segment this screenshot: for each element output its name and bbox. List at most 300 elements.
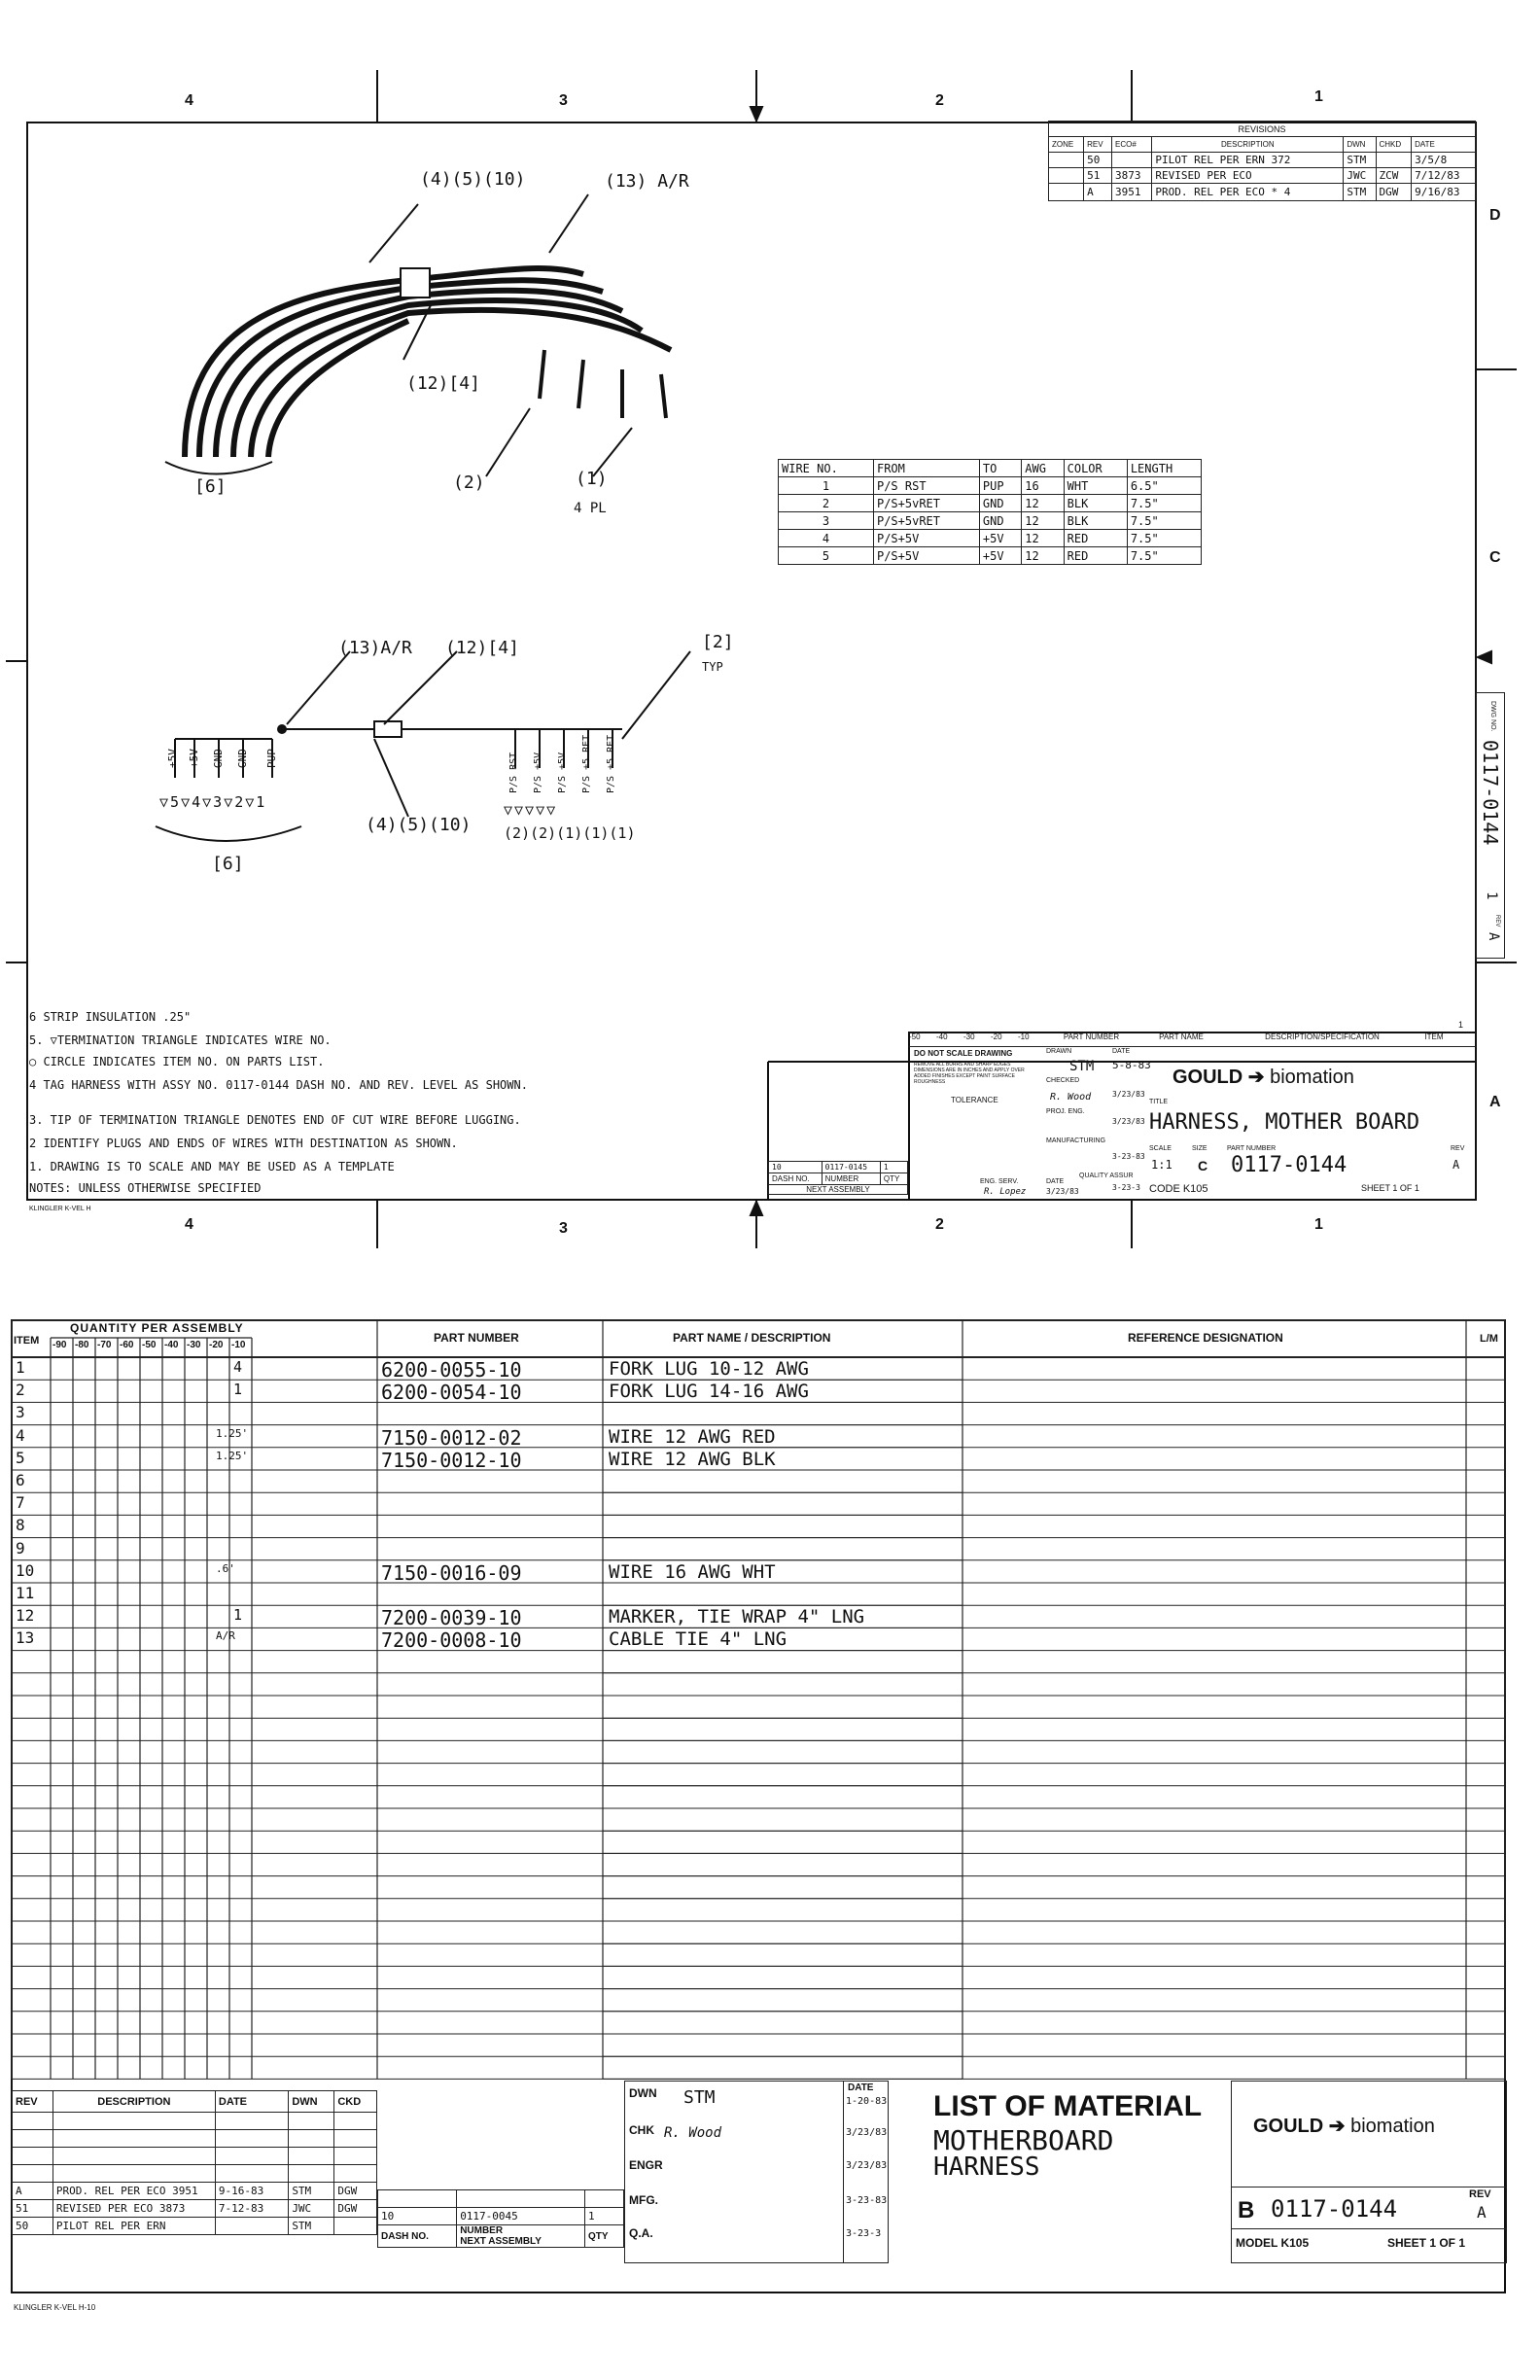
- rev-cell: STM: [1344, 153, 1376, 168]
- callout-1: (1): [576, 469, 608, 489]
- lom-dash-cell: 10: [378, 2208, 457, 2225]
- sig-engr-label: ENGR: [629, 2158, 663, 2172]
- callout-13: (13) A/R: [605, 171, 689, 192]
- tb-eng: R. Lopez: [984, 1187, 1027, 1197]
- name-header: PART NAME / DESCRIPTION: [673, 1331, 831, 1345]
- lom-rev-cell: 50: [13, 2218, 53, 2235]
- tb-proj-date: 3/23/83: [1112, 1117, 1145, 1126]
- wire-cell: 7.5": [1127, 547, 1201, 565]
- dash-col-header: -10: [231, 1340, 246, 1350]
- lom-dash-cell: [457, 2190, 585, 2208]
- lom-description-cell: WIRE 12 AWG BLK: [609, 1448, 776, 1470]
- side-part-number: 0117-0144: [1479, 740, 1502, 846]
- zone-1-top: 1: [1314, 88, 1323, 105]
- callout-num: 1: [585, 469, 597, 489]
- callout-13-lower: (13)A/R: [338, 638, 412, 658]
- lom-item-number: 4: [16, 1425, 25, 1445]
- ref-header: REFERENCE DESIGNATION: [1128, 1331, 1283, 1345]
- callout-num: 4: [375, 815, 387, 835]
- lom-rev-head: DWN: [289, 2091, 334, 2113]
- lom-title-3: HARNESS: [933, 2152, 1040, 2182]
- lom-qty: 1: [233, 1381, 243, 1399]
- lom-title: LIST OF MATERIAL: [933, 2090, 1203, 2122]
- lom-item-number: 5: [16, 1448, 25, 1467]
- wire-cell: GND: [979, 495, 1021, 512]
- tb-part-number: 0117-0144: [1231, 1153, 1348, 1177]
- qty-header: QUANTITY PER ASSEMBLY: [70, 1321, 244, 1335]
- lom-dash-head: DASH NO.: [378, 2225, 457, 2248]
- lom-rev-cell: PROD. REL PER ECO 3951: [52, 2183, 215, 2200]
- gould-logo-lom: [1253, 2117, 1435, 2136]
- callout-num: 4: [430, 169, 441, 190]
- wire-cell: 3: [779, 512, 874, 530]
- wire-cell: 4: [779, 530, 874, 547]
- lom-rev-cell: [334, 2218, 377, 2235]
- tb-qa-label: QUALITY ASSUR: [1079, 1172, 1134, 1179]
- rev-cell: STM: [1344, 184, 1376, 201]
- gould-arrow-icon: ➔: [1328, 2116, 1346, 2137]
- lom-rev-cell: [215, 2218, 288, 2235]
- lom-part-block: [1231, 2081, 1507, 2263]
- note-4: 4 TAG HARNESS WITH ASSY NO. 0117-0144 DASH NO. AND REV. LEVEL AS SHOWN.: [29, 1078, 528, 1092]
- sig-date: 1-20-83: [846, 2096, 888, 2107]
- tb-eng-date-label: DATE: [1046, 1178, 1065, 1185]
- lom-dash-cell: 1: [584, 2208, 623, 2225]
- lom-rev-head: REV: [13, 2091, 53, 2113]
- circ-num: 2: [539, 824, 548, 842]
- callout-box-6-lower: [6]: [212, 854, 244, 874]
- rev-cell: ZCW: [1376, 168, 1412, 184]
- rev-head-dwn: DWN: [1344, 137, 1376, 153]
- plug-label: GND: [236, 749, 249, 768]
- wire-cell: 1: [779, 477, 874, 495]
- tb-checked-date: 3/23/83: [1112, 1090, 1145, 1099]
- lom-description-cell: FORK LUG 14-16 AWG: [609, 1381, 809, 1403]
- lom-signature-block: [624, 2081, 889, 2263]
- lom-dash-table: [377, 2189, 624, 2248]
- tb-scale-note: DO NOT SCALE DRAWING: [914, 1049, 1013, 1058]
- lom-dash-head: QTY: [584, 2225, 623, 2248]
- zone-2-top: 2: [935, 92, 944, 109]
- plug-label: P/S +5V: [533, 752, 543, 793]
- callout-box-2: [2]: [702, 632, 734, 652]
- plug-label: P/S +5V: [557, 752, 568, 793]
- rev-head-zone: ZONE: [1049, 137, 1084, 153]
- klingler-footer-lom: KLINGLER K-VEL H-10: [14, 2303, 96, 2312]
- tb-sheet: SHEET 1 OF 1: [1361, 1183, 1419, 1193]
- dash-col-header: -60: [120, 1340, 134, 1350]
- callout-ar: A/R: [380, 638, 412, 658]
- zone-a: A: [1489, 1094, 1501, 1110]
- callout-num: 6: [222, 854, 233, 874]
- tri-num: 4: [192, 793, 203, 811]
- lom-qty: 1.25': [216, 1426, 249, 1440]
- lom-rev-cell: DGW: [334, 2183, 377, 2200]
- callout-num: 6: [204, 476, 216, 497]
- wire-head: TO: [979, 460, 1021, 477]
- lom-item-number: 13: [16, 1628, 35, 1648]
- tb-proj-label: PROJ. ENG.: [1046, 1108, 1085, 1115]
- lom-item-number: 1: [16, 1358, 25, 1377]
- wire-cell: WHT: [1064, 477, 1127, 495]
- tb-mfg-label: MANUFACTURING: [1046, 1138, 1106, 1144]
- callout-num: 2: [712, 632, 723, 652]
- wire-cell: P/S+5V: [873, 530, 979, 547]
- lm-header: L/M: [1480, 1333, 1498, 1345]
- rev-head-date: DATE: [1412, 137, 1476, 153]
- callout-num: 12: [455, 638, 477, 658]
- callout-num: 5: [407, 815, 419, 835]
- lom-rev-cell: [215, 2113, 288, 2130]
- sig-dwn-label: DWN: [629, 2086, 657, 2100]
- parts-head-cell: PART NUMBER: [1063, 1032, 1120, 1041]
- pn-header: PART NUMBER: [434, 1331, 519, 1345]
- tri-num: 3: [213, 793, 225, 811]
- sig-chk: R. Wood: [664, 2125, 722, 2141]
- triangle-row: ▽5▽4▽3▽2▽1: [159, 793, 267, 811]
- wire-cell: 12: [1022, 530, 1064, 547]
- wire-cell: P/S+5vRET: [873, 495, 979, 512]
- lom-dash-cell: [584, 2190, 623, 2208]
- zone-d: D: [1489, 207, 1501, 224]
- circ-num: 1: [591, 824, 601, 842]
- tb-date: 5-8-83: [1112, 1059, 1151, 1071]
- wire-head: LENGTH: [1127, 460, 1201, 477]
- brand-gould: GOULD: [1253, 2116, 1324, 2137]
- callout-num: 2: [463, 472, 474, 493]
- lom-item-number: 6: [16, 1471, 25, 1489]
- wire-cell: PUP: [979, 477, 1021, 495]
- lom-rev-cell: REVISED PER ECO 3873: [52, 2200, 215, 2218]
- note-6: 6 STRIP INSULATION .25": [29, 1010, 192, 1024]
- circ-num: 1: [565, 824, 575, 842]
- rev-head-eco: ECO#: [1112, 137, 1152, 153]
- lom-rev-cell: STM: [289, 2183, 334, 2200]
- lom-rev-head: DATE: [215, 2091, 288, 2113]
- lom-rev-cell: [52, 2148, 215, 2165]
- lom-size: B: [1238, 2197, 1255, 2223]
- lom-rev-cell: JWC: [289, 2200, 334, 2218]
- callout-num: 13: [614, 171, 637, 192]
- lom-rev-cell: DGW: [334, 2200, 377, 2218]
- wire-cell: P/S+5vRET: [873, 512, 979, 530]
- rev-cell: 7/12/83: [1412, 168, 1476, 184]
- rev-head-rev: REV: [1084, 137, 1112, 153]
- rev-cell: REVISED PER ECO: [1152, 168, 1344, 184]
- tb-rev: A: [1452, 1158, 1460, 1172]
- brand-biomation: biomation: [1270, 1067, 1354, 1088]
- plug-label: +5V: [166, 749, 179, 768]
- brand-gould: GOULD: [1172, 1067, 1243, 1088]
- wire-head: COLOR: [1064, 460, 1127, 477]
- lom-rev-cell: A: [13, 2183, 53, 2200]
- lom-rev-cell: 7-12-83: [215, 2200, 288, 2218]
- lom-rev-cell: [289, 2165, 334, 2183]
- dash-col-header: -20: [209, 1340, 224, 1350]
- rev-cell: A: [1084, 184, 1112, 201]
- lom-item-number: 2: [16, 1381, 25, 1400]
- parts-head-cell: -10: [1018, 1032, 1030, 1041]
- sig-qa-label: Q.A.: [629, 2226, 653, 2240]
- sig-chk-label: CHK: [629, 2123, 654, 2137]
- rev-head-desc: DESCRIPTION: [1152, 137, 1344, 153]
- dash-col-header: -90: [52, 1340, 67, 1350]
- tb-rev-label: REV: [1451, 1145, 1465, 1152]
- item-number: 1: [1458, 1020, 1464, 1030]
- wire-head: FROM: [873, 460, 979, 477]
- lom-rev-cell: [52, 2113, 215, 2130]
- rev-cell: DGW: [1376, 184, 1412, 201]
- lom-part-number-cell: 6200-0055-10: [381, 1358, 522, 1382]
- lom-rev-cell: PILOT REL PER ERN: [52, 2218, 215, 2235]
- tb-eng-label: ENG. SERV.: [980, 1178, 1019, 1185]
- dash-cell: 10: [769, 1162, 822, 1173]
- rev-cell: PILOT REL PER ERN 372: [1152, 153, 1344, 168]
- lom-item-number: 3: [16, 1403, 25, 1422]
- dash-col-header: -70: [97, 1340, 112, 1350]
- lom-rev-cell: [289, 2130, 334, 2148]
- rev-cell: JWC: [1344, 168, 1376, 184]
- wire-cell: RED: [1064, 547, 1127, 565]
- plug-label: P/S RST: [508, 752, 519, 793]
- lom-description-cell: FORK LUG 10-12 AWG: [609, 1358, 809, 1380]
- parts-head-cell: -20: [991, 1032, 1002, 1041]
- lom-part-number: 0117-0144: [1271, 2195, 1398, 2222]
- callout-4-5-10-lower: (4)(5)(10): [366, 815, 472, 835]
- wire-cell: 12: [1022, 547, 1064, 565]
- lom-rev-cell: [52, 2130, 215, 2148]
- wire-cell: 2: [779, 495, 874, 512]
- callout-num: 5: [462, 169, 473, 190]
- callout-num: 13: [348, 638, 370, 658]
- wire-cell: 6.5": [1127, 477, 1201, 495]
- lom-title-2: MOTHERBOARD: [933, 2124, 1114, 2156]
- callout-box-6: [6]: [194, 476, 227, 497]
- tb-pn-label: PART NUMBER: [1227, 1145, 1277, 1152]
- dash-head: NUMBER: [822, 1173, 880, 1185]
- rev-cell: 3/5/8: [1412, 153, 1476, 168]
- dash-cell: 1: [880, 1162, 907, 1173]
- note-5b: ○ CIRCLE INDICATES ITEM NO. ON PARTS LIST.: [29, 1055, 325, 1068]
- tri-num: 5: [170, 793, 182, 811]
- tb-qa-date: 3-23-3: [1112, 1183, 1140, 1192]
- wire-cell: 5: [779, 547, 874, 565]
- lom-qty: .6': [216, 1561, 235, 1575]
- lom-dash-cell: [378, 2190, 457, 2208]
- dash-col-header: -50: [142, 1340, 157, 1350]
- parts-head-cell: -40: [936, 1032, 948, 1041]
- lom-description-cell: WIRE 16 AWG WHT: [609, 1560, 776, 1583]
- lom-dash-head-number: [457, 2225, 585, 2248]
- lom-rev-cell: [289, 2148, 334, 2165]
- lom-part-number-cell: 7150-0016-09: [381, 1560, 522, 1585]
- tb-title: HARNESS, MOTHER BOARD: [1149, 1110, 1420, 1135]
- zone-3-bottom: 3: [559, 1220, 568, 1237]
- dash-cell: 0117-0145: [822, 1162, 880, 1173]
- wire-cell: 12: [1022, 512, 1064, 530]
- wire-head: AWG: [1022, 460, 1064, 477]
- lom-item-number: 11: [16, 1584, 35, 1602]
- circ-num: 1: [617, 824, 627, 842]
- sig-date-col: [843, 2082, 887, 2262]
- dash-col-header: -40: [164, 1340, 179, 1350]
- dash-head: DASH NO.: [769, 1173, 822, 1185]
- side-sheet: 1: [1484, 892, 1499, 900]
- parts-head-cell: ITEM: [1424, 1032, 1444, 1041]
- tb-fine-print: REMOVE ALL BURRS AND SHARP EDGES DIMENSIONS ARE IN INCHES AND APPLY OVER ADDED FINISHES EXCEPT PAINT SURFACE ROUGHNESS: [914, 1062, 1025, 1085]
- callout-12-4-lower: (12)[4]: [445, 638, 519, 658]
- revisions-title: REVISIONS: [1049, 122, 1476, 137]
- wire-cell: +5V: [979, 530, 1021, 547]
- lom-rev-label: REV: [1469, 2188, 1491, 2200]
- lom-part-number-cell: 7200-0039-10: [381, 1606, 522, 1630]
- lom-pn-row: [1232, 2187, 1506, 2229]
- lom-description-cell: WIRE 12 AWG RED: [609, 1425, 776, 1448]
- lom-item-number: 9: [16, 1538, 25, 1558]
- wire-cell: P/S+5V: [873, 547, 979, 565]
- callout-2: (2): [453, 472, 485, 493]
- lom-description-cell: CABLE TIE 4" LNG: [609, 1628, 788, 1651]
- tb-size-label: SIZE: [1192, 1145, 1208, 1152]
- side-rev: A: [1486, 932, 1501, 941]
- rev-cell: 51: [1084, 168, 1112, 184]
- rev-cell: 50: [1084, 153, 1112, 168]
- callout-num: 10: [493, 169, 515, 190]
- tb-date-label: DATE: [1112, 1048, 1131, 1055]
- circ-num: 2: [512, 824, 522, 842]
- callout-4-5-10: (4)(5)(10): [420, 169, 526, 190]
- callout-ar: A/R: [657, 171, 689, 192]
- tb-eng-date: 3/23/83: [1046, 1187, 1079, 1196]
- lom-part-number-cell: 6200-0054-10: [381, 1381, 522, 1405]
- lom-rev-cell: [215, 2148, 288, 2165]
- tb-scale-label: SCALE: [1149, 1145, 1172, 1152]
- lom-rev-head: DESCRIPTION: [52, 2091, 215, 2113]
- lom-rev-cell: [13, 2130, 53, 2148]
- lom-part-number-cell: 7150-0012-02: [381, 1425, 522, 1450]
- sig-date: 3/23/83: [846, 2127, 888, 2138]
- item-header: ITEM: [14, 1335, 40, 1347]
- lom-qty: 1: [233, 1606, 243, 1625]
- lom-rev-cell: [13, 2148, 53, 2165]
- notes-header: NOTES: UNLESS OTHERWISE SPECIFIED: [29, 1181, 262, 1195]
- wire-cell: 12: [1022, 495, 1064, 512]
- callout-typ: TYP: [702, 660, 723, 674]
- wire-cell: RED: [1064, 530, 1127, 547]
- triangle-circle-row: ▽▽▽▽▽: [504, 801, 558, 819]
- note-2: 2 IDENTIFY PLUGS AND ENDS OF WIRES WITH DESTINATION AS SHOWN.: [29, 1137, 458, 1150]
- rev-cell: 3951: [1112, 184, 1152, 201]
- rev-cell: 3873: [1112, 168, 1152, 184]
- sig-dwn: STM: [683, 2087, 716, 2108]
- callout-num: 4: [459, 373, 471, 394]
- lom-rev-cell: 9-16-83: [215, 2183, 288, 2200]
- wire-cell: 7.5": [1127, 530, 1201, 547]
- lom-rev-cell: [334, 2130, 377, 2148]
- wire-cell: P/S RST: [873, 477, 979, 495]
- callout-num: 12: [416, 373, 438, 394]
- lom-rev-head: CKD: [334, 2091, 377, 2113]
- note-5: 5. ▽TERMINATION TRIANGLE INDICATES WIRE NO.: [29, 1033, 332, 1047]
- sig-date: 3/23/83: [846, 2160, 888, 2171]
- dash-head: QTY: [880, 1173, 907, 1185]
- wire-cell: 7.5": [1127, 495, 1201, 512]
- lom-item-number: 7: [16, 1493, 25, 1513]
- brand-biomation: biomation: [1350, 2116, 1435, 2137]
- callout-12-4: (12)[4]: [406, 373, 480, 394]
- plug-label: +5V: [188, 749, 200, 768]
- lom-rev-cell: [215, 2165, 288, 2183]
- sig-mfg-label: MFG.: [629, 2193, 658, 2207]
- tb-checked: R. Wood: [1050, 1092, 1092, 1102]
- callout-4pl: 4 PL: [574, 501, 607, 516]
- lom-sheet: SHEET 1 OF 1: [1387, 2236, 1466, 2250]
- lom-rev-cell: STM: [289, 2218, 334, 2235]
- lom-revision-table: [12, 2090, 377, 2235]
- tb-title-label: TITLE: [1149, 1099, 1169, 1105]
- note-1: 1. DRAWING IS TO SCALE AND MAY BE USED AS A TEMPLATE: [29, 1160, 395, 1173]
- sig-date-label: DATE: [848, 2082, 874, 2093]
- lom-dash-cell: 0117-0045: [457, 2208, 585, 2225]
- lom-rev: A: [1477, 2203, 1487, 2222]
- wire-cell: BLK: [1064, 512, 1127, 530]
- parts-head-cell: PART NAME: [1159, 1032, 1204, 1041]
- tb-drawn: STM: [1069, 1059, 1095, 1074]
- wire-cell: 16: [1022, 477, 1064, 495]
- parts-head-cell: DESCRIPTION/SPECIFICATION: [1265, 1032, 1380, 1041]
- lom-qty: A/R: [216, 1629, 235, 1643]
- zone-4-bottom: 4: [185, 1216, 193, 1233]
- wire-head: WIRE NO.: [779, 460, 874, 477]
- parts-head-cell: -50: [909, 1032, 921, 1041]
- lom-dash-next-label: NEXT ASSEMBLY: [460, 2236, 542, 2247]
- wire-cell: BLK: [1064, 495, 1127, 512]
- wire-cell: +5V: [979, 547, 1021, 565]
- lom-rev-cell: 51: [13, 2200, 53, 2218]
- lom-rev-cell: [52, 2165, 215, 2183]
- rev-cell: 9/16/83: [1412, 184, 1476, 201]
- dash-col-header: -30: [187, 1340, 201, 1350]
- zone-c: C: [1489, 549, 1501, 566]
- dash-col-header: -80: [75, 1340, 89, 1350]
- circle-row: (2)(2)(1)(1)(1): [504, 824, 636, 842]
- tb-code: CODE K105: [1149, 1183, 1208, 1195]
- plug-label: GND: [212, 749, 225, 768]
- rev-cell: PROD. REL PER ECO * 4: [1152, 184, 1344, 201]
- plug-label: P/S +5 RET: [606, 734, 616, 793]
- side-dwg-label: DWG NO.: [1489, 701, 1496, 732]
- zone-4-top: 4: [185, 92, 193, 109]
- lom-rev-cell: [334, 2165, 377, 2183]
- sig-date: 3-23-83: [846, 2195, 888, 2206]
- parts-head-cell: -30: [963, 1032, 975, 1041]
- plug-label: P/S +5 RET: [581, 734, 592, 793]
- tri-num: 2: [234, 793, 246, 811]
- dash-head: NEXT ASSEMBLY: [769, 1185, 908, 1195]
- lom-qty: 1.25': [216, 1449, 249, 1462]
- lom-description-cell: MARKER, TIE WRAP 4" LNG: [609, 1606, 865, 1628]
- side-rev-label: REV: [1494, 915, 1500, 928]
- lom-rev-cell: [215, 2130, 288, 2148]
- lom-rev-cell: [334, 2113, 377, 2130]
- tb-checked-label: CHECKED: [1046, 1077, 1080, 1084]
- lom-rev-cell: [13, 2165, 53, 2183]
- gould-arrow-icon: ➔: [1247, 1067, 1265, 1088]
- lom-model: MODEL K105: [1236, 2236, 1310, 2250]
- sig-date: 3-23-3: [846, 2228, 882, 2239]
- wire-cell: GND: [979, 512, 1021, 530]
- plug-label: PUP: [265, 749, 278, 768]
